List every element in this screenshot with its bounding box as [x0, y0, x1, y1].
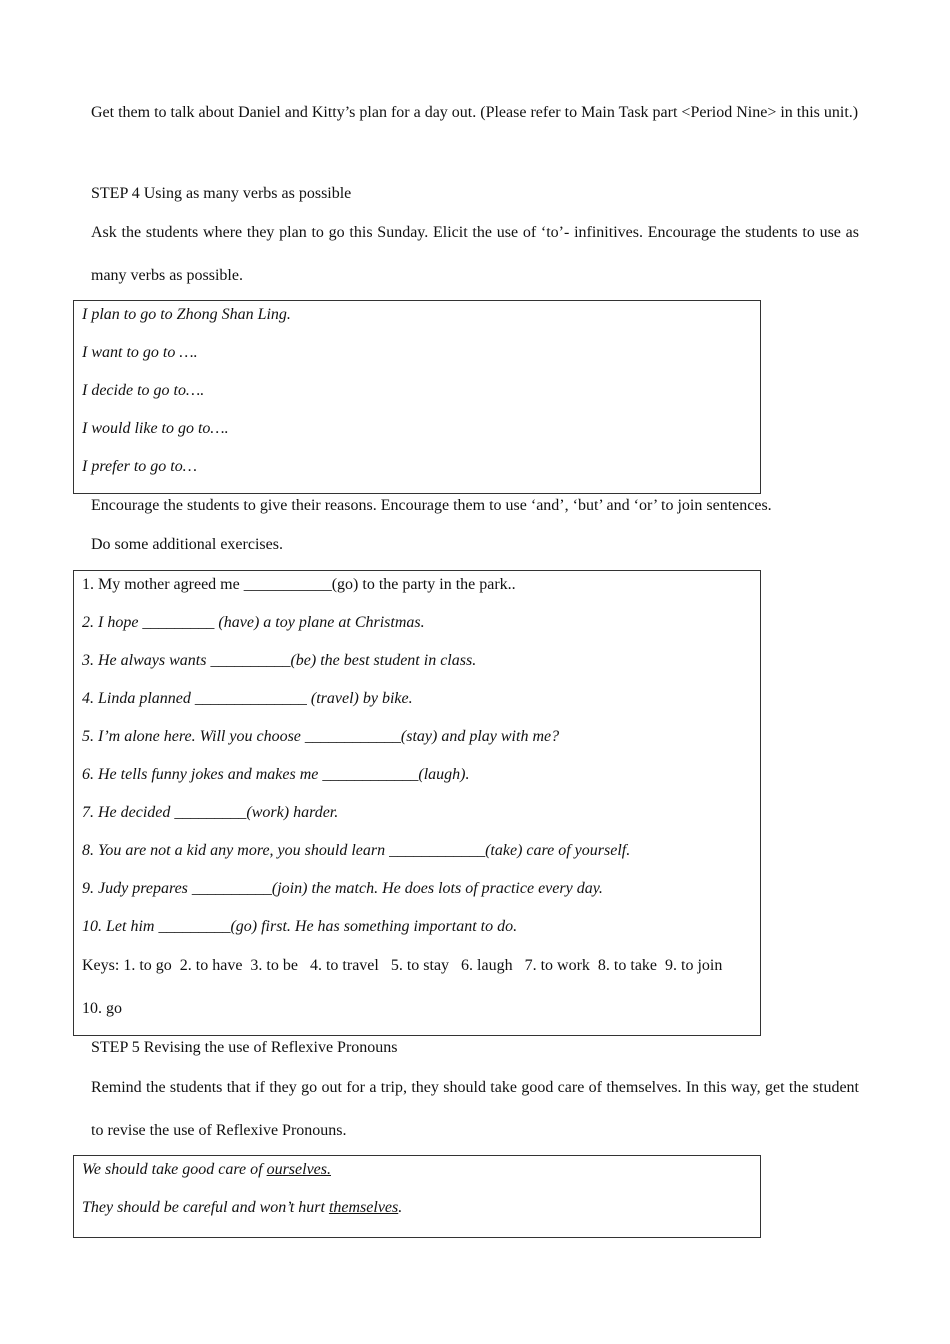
- reflexive-line-1-text: We should take good care of: [82, 1161, 267, 1178]
- plan-line: I prefer to go to…: [82, 458, 197, 475]
- exercise-item: 3. He always wants __________(be) the best student in class.: [82, 652, 477, 669]
- plan-line: I want to go to ….: [82, 344, 198, 361]
- reasons-paragraph: Encourage the students to give their reasons. Encourage them to use ‘and’, ‘but’ and ‘or’ to join sentences.: [91, 497, 772, 514]
- exercise-item: 9. Judy prepares __________(join) the match. He does lots of practice every day.: [82, 880, 603, 897]
- exercise-item: 5. I’m alone here. Will you choose ____________(stay) and play with me?: [82, 728, 560, 745]
- exercises-box: [73, 570, 761, 1036]
- intro-paragraph: Get them to talk about Daniel and Kitty’s plan for a day out. (Please refer to Main Task part <Period Nine> in this unit.): [91, 104, 859, 121]
- reflexive-line-2: [82, 1199, 402, 1217]
- reflexive-pronoun-themselves: themselves: [328, 1199, 399, 1216]
- step4-paragraph: Ask the students where they plan to go this Sunday. Elicit the use of ‘to’- infinitives. Encourage the students to use as many verbs as possible.: [91, 224, 859, 284]
- exercise-item: 8. You are not a kid any more, you should learn ____________(take) care of yourself.: [82, 842, 631, 859]
- step5-heading: STEP 5 Revising the use of Reflexive Pronouns: [91, 1039, 398, 1056]
- exercise-item: 6. He tells funny jokes and makes me ____________(laugh).: [82, 766, 470, 783]
- reflexive-line-2-text: They should be careful and won’t hurt: [82, 1199, 329, 1216]
- step4-heading: STEP 4 Using as many verbs as possible: [91, 185, 352, 202]
- plan-line: I would like to go to….: [82, 420, 229, 437]
- exercise-item: 4. Linda planned ______________ (travel) by bike.: [82, 690, 413, 707]
- exercise-item: 2. I hope _________ (have) a toy plane at Christmas.: [82, 614, 425, 631]
- exercise-item: 7. He decided _________(work) harder.: [82, 804, 339, 821]
- reflexive-pronoun-ourselves: ourselves.: [266, 1161, 331, 1178]
- step5-paragraph: Remind the students that if they go out for a trip, they should take good care of themselves. In this way, get the student to revise the use of Reflexive Pronouns.: [91, 1079, 859, 1139]
- reflexive-pronouns-box: [73, 1155, 761, 1238]
- exercise-item: 10. Let him _________(go) first. He has something important to do.: [82, 918, 518, 935]
- answer-keys-continued: 10. go: [82, 1000, 122, 1017]
- plan-sentences-box: [73, 300, 761, 494]
- plan-line: I plan to go to Zhong Shan Ling.: [82, 306, 291, 323]
- answer-keys: Keys: 1. to go 2. to have 3. to be 4. to travel 5. to stay 6. laugh 7. to work 8. to take 9. to join: [82, 957, 723, 974]
- exercise-item: 1. My mother agreed me ___________(go) to the party in the park..: [82, 576, 516, 593]
- plan-line: I decide to go to….: [82, 382, 205, 399]
- additional-exercises-label: Do some additional exercises.: [91, 536, 283, 553]
- reflexive-line-1: [82, 1161, 331, 1179]
- reflexive-line-2-period: .: [398, 1199, 403, 1216]
